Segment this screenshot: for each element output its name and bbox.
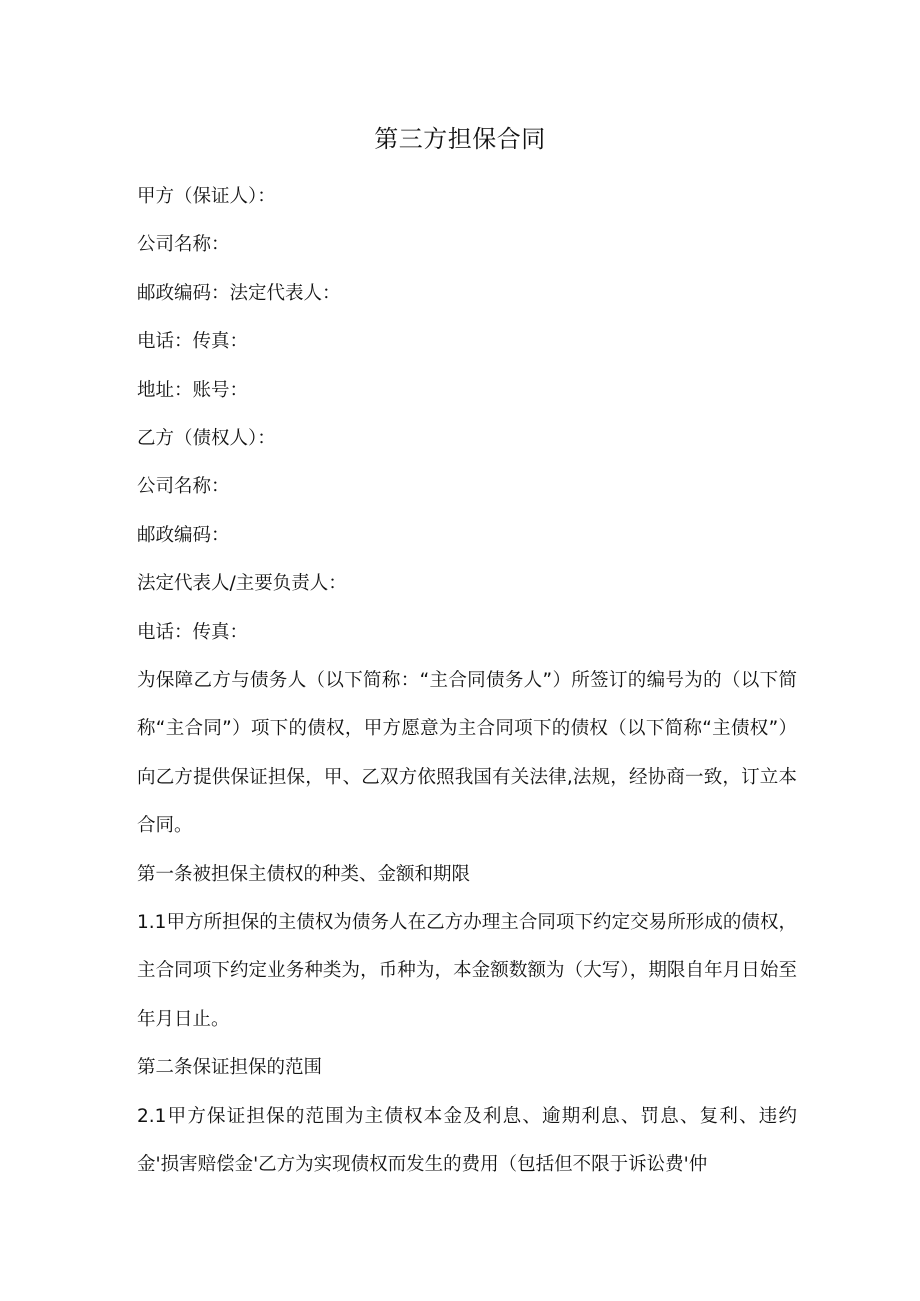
article-2-clause-1: 2.1甲方保证担保的范围为主债权本金及利息、逾期利息、罚息、复利、违约金'损害赔偿金'乙方为实现债权而发生的费用（包括但不限于诉讼费'仲 <box>137 1105 797 1175</box>
party-b-phone-fax: 电话：传真： <box>137 621 249 643</box>
party-a-company-name: 公司名称： <box>137 234 230 256</box>
party-a-address-account: 地址：账号： <box>137 379 249 401</box>
party-a-phone-fax: 电话：传真： <box>137 331 249 353</box>
party-b-company-name: 公司名称： <box>137 476 230 498</box>
document-body <box>137 173 797 1189</box>
preamble-paragraph: 为保障乙方与债务人（以下简称：“主合同债务人”）所签订的编号为的（以下简称“主合同”）项下的债权，甲方愿意为主合同项下的债权（以下简称“主债权”）向乙方提供保证担保，甲、乙双方依照我国有关法律,法规，经协商一致，订立本合同。 <box>137 669 797 837</box>
party-b-label: 乙方（债权人）： <box>137 427 276 449</box>
party-a-label: 甲方（保证人）： <box>137 186 276 207</box>
party-a-postcode-representative: 邮政编码：法定代表人： <box>137 282 341 304</box>
article-1-heading: 第一条被担保主债权的种类、金额和期限 <box>137 863 471 885</box>
article-1-clause-1: 1.1甲方所担保的主债权为债务人在乙方办理主合同项下约定交易所形成的债权，主合同项下约定业务种类为，币种为，本金额数额为（大写），期限自年月日始至年月日止。 <box>137 911 797 1030</box>
document-title: 第三方担保合同 <box>374 125 546 153</box>
party-b-postcode: 邮政编码： <box>137 524 230 546</box>
article-2-heading: 第二条保证担保的范围 <box>137 1057 323 1079</box>
party-b-representative: 法定代表人/主要负责人： <box>137 573 347 595</box>
